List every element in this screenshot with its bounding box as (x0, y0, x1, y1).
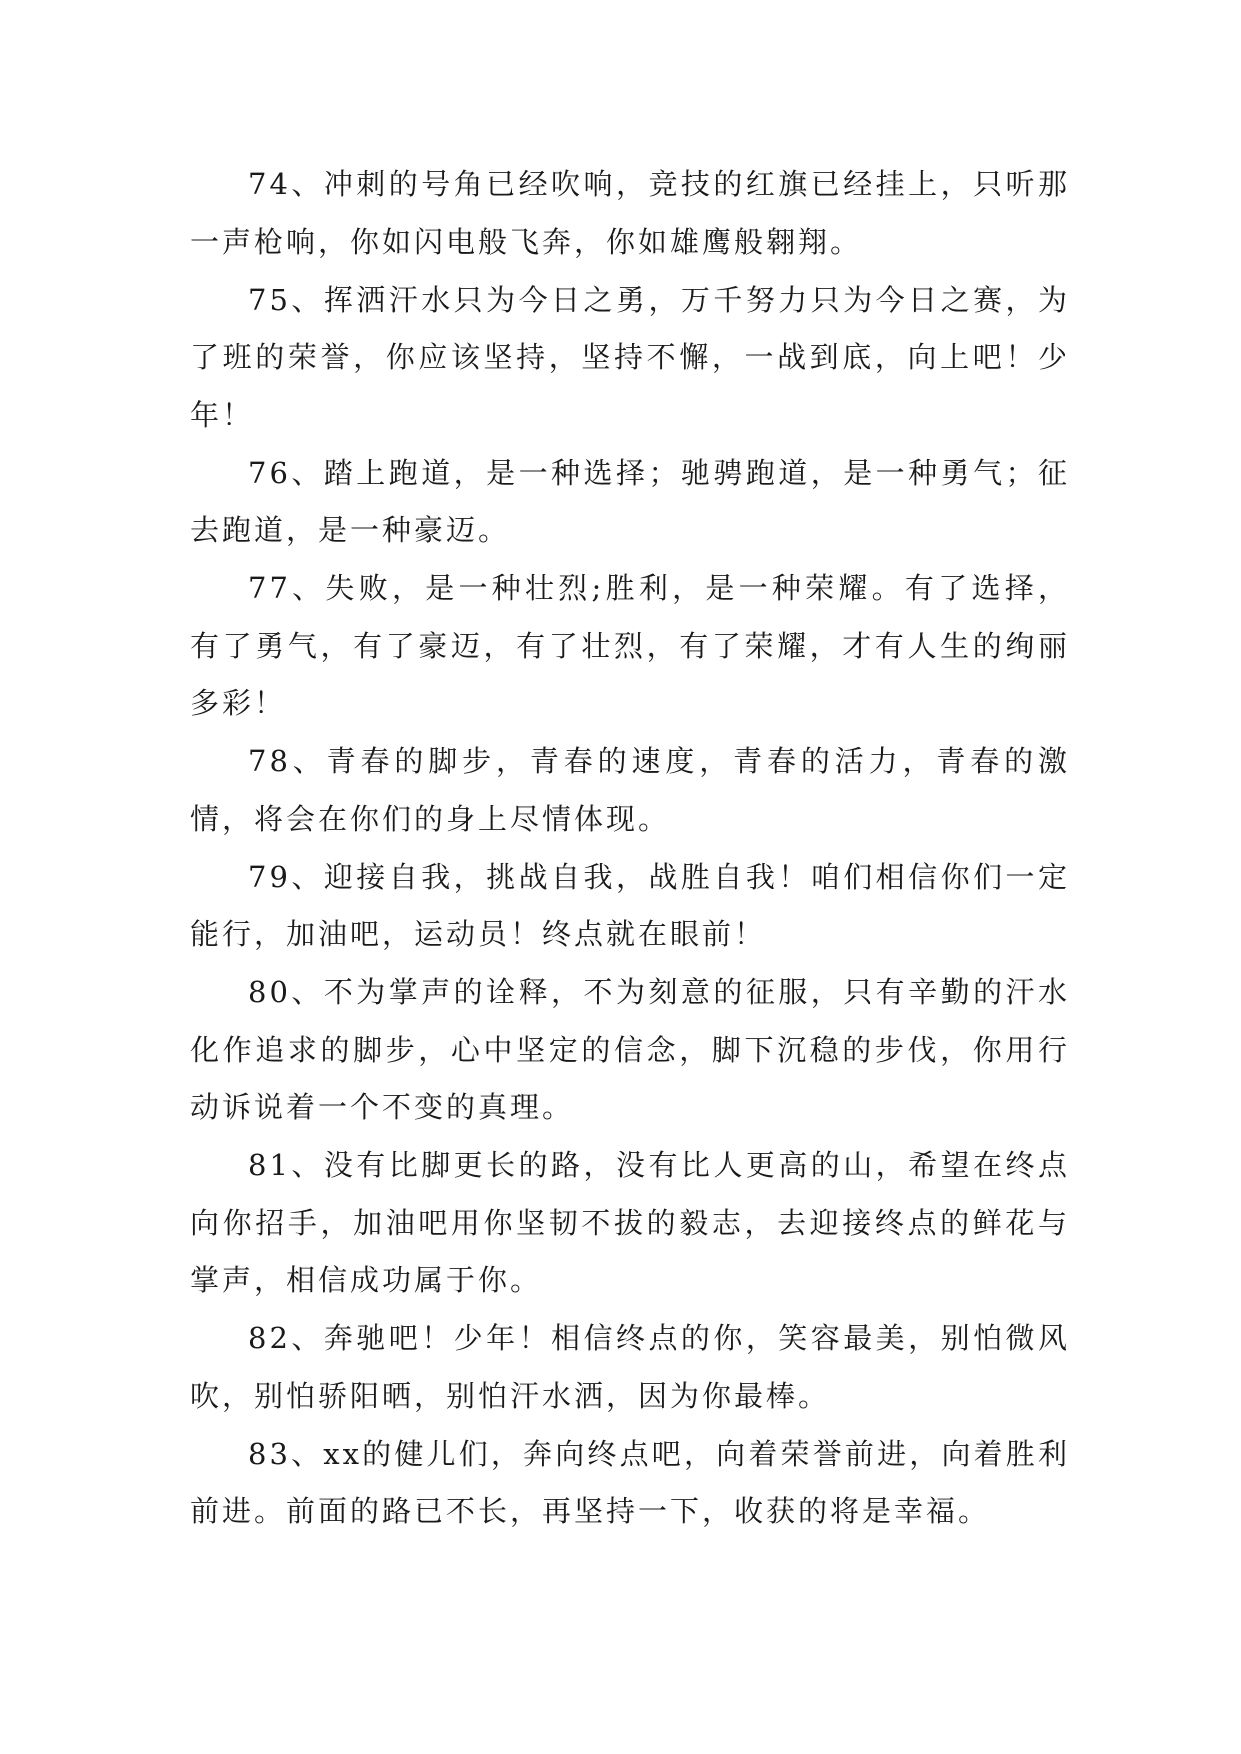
paragraph-79: 79、迎接自我，挑战自我，战胜自我！咱们相信你们一定能行，加油吧，运动员！终点就在眼前！ (190, 859, 1070, 951)
paragraph-76: 76、踏上跑道，是一种选择；驰骋跑道，是一种勇气；征去跑道，是一种豪迈。 (190, 455, 1070, 547)
paragraph-80: 80、不为掌声的诠释，不为刻意的征服，只有辛勤的汗水化作追求的脚步，心中坚定的信念，脚下沉稳的步伐，你用行动诉说着一个不变的真理。 (190, 975, 1070, 1124)
paragraph-83: 83、xx的健儿们，奔向终点吧，向着荣誉前进，向着胜利前进。前面的路已不长，再坚持一下，收获的将是幸福。 (190, 1436, 1070, 1528)
paragraph-77: 77、失败，是一种壮烈;胜利，是一种荣耀。有了选择，有了勇气，有了豪迈，有了壮烈，有了荣耀，才有人生的绚丽多彩！ (190, 571, 1070, 720)
paragraph-75: 75、挥洒汗水只为今日之勇，万千努力只为今日之赛，为了班的荣誉，你应该坚持，坚持不懈，一战到底，向上吧！少年！ (190, 282, 1070, 432)
document-body (190, 156, 1070, 1541)
paragraph-81: 81、没有比脚更长的路，没有比人更高的山，希望在终点向你招手，加油吧用你坚韧不拔的毅志，去迎接终点的鲜花与掌声，相信成功属于你。 (190, 1148, 1070, 1297)
paragraph-74: 74、冲刺的号角已经吹响，竞技的红旗已经挂上，只听那一声枪响，你如闪电般飞奔，你如雄鹰般翱翔。 (190, 167, 1070, 259)
paragraph-82: 82、奔驰吧！少年！相信终点的你，笑容最美，别怕微风吹，别怕骄阳晒，别怕汗水洒，因为你最棒。 (190, 1321, 1070, 1413)
paragraph-78: 78、青春的脚步，青春的速度，青春的活力，青春的激情，将会在你们的身上尽情体现。 (190, 744, 1070, 836)
